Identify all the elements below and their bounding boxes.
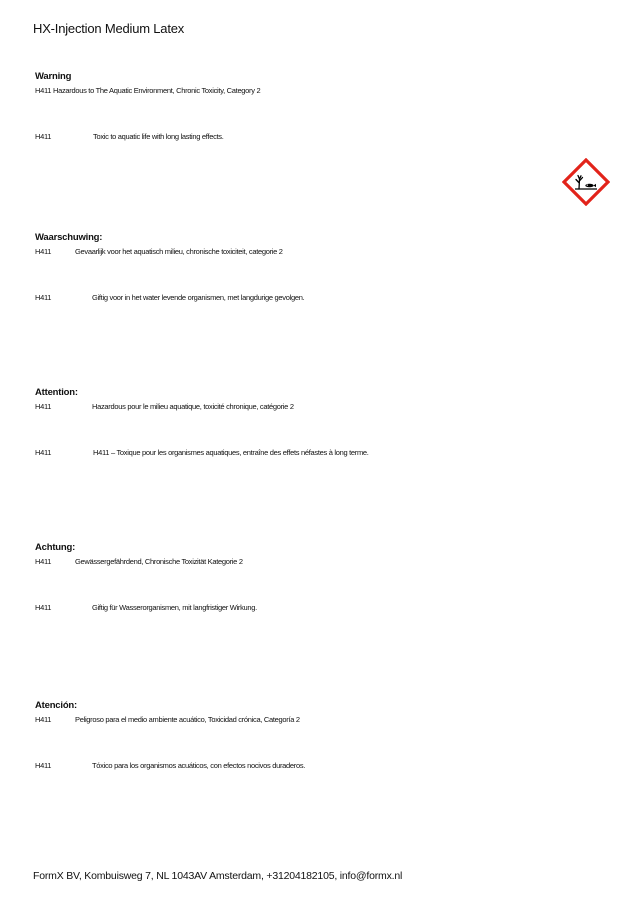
section-heading: Warning (35, 71, 72, 82)
hazard-statement-code: H411 (35, 603, 52, 612)
hazard-classification-code: H411 (35, 557, 52, 566)
section-heading: Attention: (35, 387, 78, 398)
section-heading: Waarschuwing: (35, 232, 103, 243)
hazard-classification-text: Gewässergefährdend, Chronische Toxizität Kategorie 2 (75, 557, 243, 566)
hazard-classification-text: Gevaarlijk voor het aquatisch milieu, chronische toxiciteit, categorie 2 (75, 247, 283, 256)
section-attention (35, 387, 595, 457)
environment-hazard-icon (562, 158, 610, 206)
document-title: HX-Injection Medium Latex (33, 21, 185, 36)
hazard-classification-code: H411 (35, 402, 52, 411)
section-warning (35, 71, 595, 141)
hazard-statement-code: H411 (35, 132, 52, 141)
hazard-statement-text: Tóxico para los organismos acuáticos, con efectos nocivos duraderos. (92, 761, 306, 770)
hazard-statement-text: Toxic to aquatic life with long lasting effects. (93, 132, 224, 141)
hazard-statement-code: H411 (35, 448, 52, 457)
section-atencion (35, 700, 595, 770)
hazard-statement-code: H411 (35, 293, 52, 302)
section-waarschuwing (35, 232, 595, 302)
hazard-classification-code: H411 (35, 715, 52, 724)
hazard-statement-text: Giftig für Wasserorganismen, mit langfristiger Wirkung. (92, 603, 257, 612)
hazard-classification-text: Peligroso para el medio ambiente acuático, Toxicidad crónica, Categoría 2 (75, 715, 300, 724)
hazard-classification-text: Hazardous pour le milieu aquatique, toxicité chronique, catégorie 2 (92, 402, 294, 411)
hazard-classification: H411 Hazardous to The Aquatic Environment, Chronic Toxicity, Category 2 (35, 86, 261, 95)
hazard-classification-code: H411 (35, 247, 52, 256)
hazard-statement-text: H411 – Toxique pour les organismes aquatiques, entraîne des effets néfastes à long terme. (93, 448, 369, 457)
hazard-statement-code: H411 (35, 761, 52, 770)
section-heading: Achtung: (35, 542, 76, 553)
hazard-statement-text: Giftig voor in het water levende organismen, met langdurige gevolgen. (92, 293, 305, 302)
company-footer: FormX BV, Kombuisweg 7, NL 1043AV Amsterdam, +31204182105, info@formx.nl (33, 870, 403, 882)
section-heading: Atención: (35, 700, 78, 711)
section-achtung (35, 542, 595, 612)
